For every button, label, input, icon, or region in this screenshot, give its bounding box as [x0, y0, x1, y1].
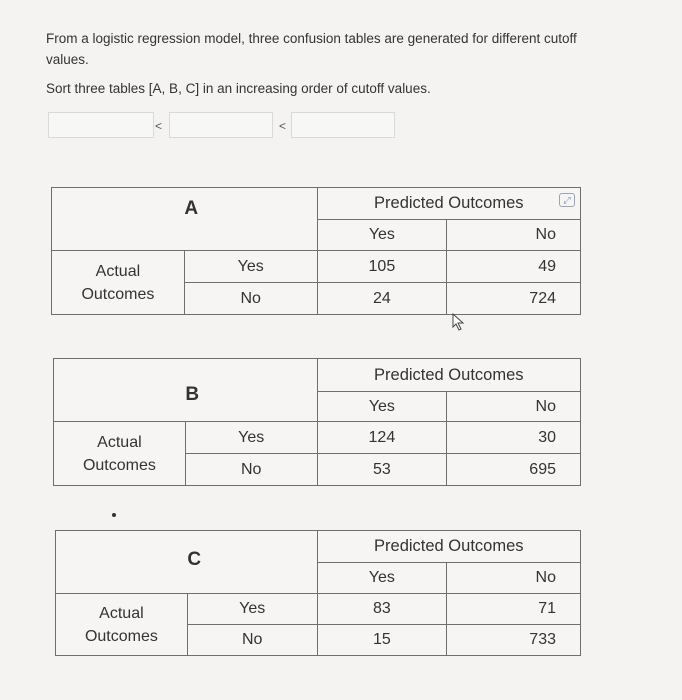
cell-no-no: 724	[447, 283, 581, 315]
pred-no-header: No	[447, 563, 581, 594]
actual-label-line2: Outcomes	[84, 627, 158, 645]
cell-no-yes: 24	[317, 283, 447, 315]
actual-outcomes-label	[56, 594, 188, 656]
predicted-header: Predicted Outcomes	[317, 188, 580, 220]
pred-yes-header: Yes	[317, 392, 447, 422]
actual-label-line1: Actual	[97, 433, 142, 451]
stray-dot	[112, 513, 116, 517]
order-slot-2[interactable]	[169, 112, 273, 138]
actual-label-line1: Actual	[99, 604, 144, 622]
pred-no-header: No	[447, 220, 581, 251]
less-than-1: <	[155, 119, 163, 133]
question-text: From a logistic regression model, three confusion tables are generated for different cutoff values.	[46, 31, 577, 67]
actual-label-line1: Actual	[95, 262, 141, 280]
cell-yes-yes: 124	[317, 422, 447, 454]
cell-yes-no: 49	[447, 251, 581, 283]
instruction-text: Sort three tables [A, B, C] in an increasing order of cutoff values.	[46, 81, 431, 96]
row-yes-label: Yes	[187, 594, 317, 625]
corner-cell	[54, 359, 186, 422]
confusion-table-b	[53, 358, 581, 486]
cell-yes-no: 71	[447, 594, 581, 625]
actual-outcomes-label	[52, 251, 185, 315]
table-name: A	[184, 188, 317, 251]
actual-outcomes-label	[54, 422, 186, 486]
predicted-header: Predicted Outcomes	[317, 359, 580, 392]
pred-yes-header: Yes	[317, 563, 447, 594]
row-yes-label: Yes	[184, 251, 317, 283]
table-name: C	[187, 531, 317, 594]
row-yes-label: Yes	[185, 422, 317, 454]
confusion-table-a	[51, 187, 581, 315]
row-no-label: No	[187, 625, 317, 656]
row-no-label: No	[185, 454, 317, 486]
pred-yes-header: Yes	[317, 220, 447, 251]
order-slot-1[interactable]	[48, 112, 154, 138]
cell-yes-no: 30	[447, 422, 581, 454]
cell-yes-yes: 83	[317, 594, 447, 625]
corner-cell	[56, 531, 188, 594]
cell-no-yes: 53	[317, 454, 447, 486]
less-than-2: <	[279, 119, 287, 133]
actual-label-line2: Outcomes	[81, 285, 155, 303]
cell-no-yes: 15	[317, 625, 447, 656]
actual-label-line2: Outcomes	[82, 456, 156, 474]
predicted-header: Predicted Outcomes	[317, 531, 580, 563]
cell-no-no: 695	[447, 454, 581, 486]
cell-yes-yes: 105	[317, 251, 447, 283]
row-no-label: No	[184, 283, 317, 315]
table-name: B	[185, 359, 317, 422]
pred-no-header: No	[447, 392, 581, 422]
corner-cell	[52, 188, 185, 251]
cell-no-no: 733	[447, 625, 581, 656]
expand-icon[interactable]: ⤢	[559, 193, 575, 207]
order-slot-3[interactable]	[291, 112, 395, 138]
confusion-table-c	[55, 530, 581, 656]
mouse-cursor-icon	[451, 313, 467, 331]
